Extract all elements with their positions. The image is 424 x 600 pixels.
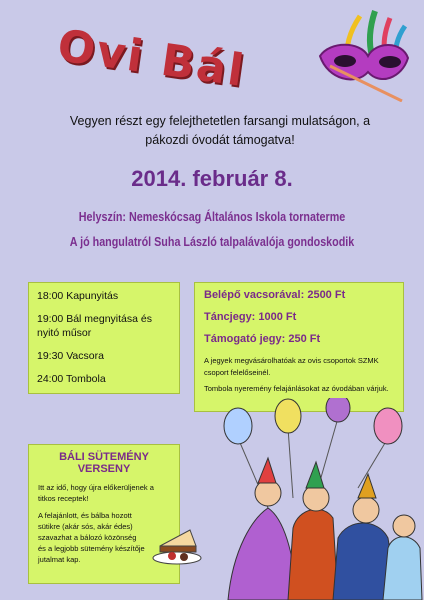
cake-contest-intro: Itt az idő, hogy újra előkerüljenek a titkos receptek! [38,483,154,503]
schedule-box [28,282,180,394]
ticket-note: A jegyek megvásárolhatóak az ovis csoportok SZMK csoport felelőseinél. [204,356,379,377]
schedule-item: 24:00 Tombola [37,373,106,385]
cake-contest-title: BÁLI SÜTEMÉNY VERSENY [59,451,149,475]
schedule-item: 19:30 Vacsora [37,350,104,362]
price-item: Táncjegy: 1000 Ft [204,311,297,323]
prices-box [194,282,404,412]
cake-icon [150,516,205,566]
venue-line: Helyszín: Nemeskócsag Általános Iskola tornaterme [78,210,346,224]
music-line: A jó hangulatról Suha László talpalávalója gondoskodik [69,235,355,249]
cake-contest-rules: A felajánlott, és bálba hozott sütikre (akár sós, akár édes) szavazhat a bálozó közönség és a legjobb sütemény készítője jutalmat kap. [38,511,145,564]
page-title: Ovi Bál [54,20,249,98]
party-dancers-icon [208,398,424,600]
price-item: Belépő vacsorával: 2500 Ft [204,289,346,301]
intro-text: Vegyen részt egy felejthetetlen farsangi mulatságon, a pákozdi óvodát támogatva! [69,114,371,147]
tombola-note: Tombola nyeremény felajánlásokat az óvodában várjuk. [204,384,389,393]
schedule-item: 19:00 Bál megnyitása és nyitó műsor [37,313,152,339]
event-date: 2014. február 8. [131,166,293,191]
carnival-mask-icon [290,6,420,102]
price-item: Támogató jegy: 250 Ft [204,333,321,345]
schedule-item: 18:00 Kapunyitás [37,290,119,302]
